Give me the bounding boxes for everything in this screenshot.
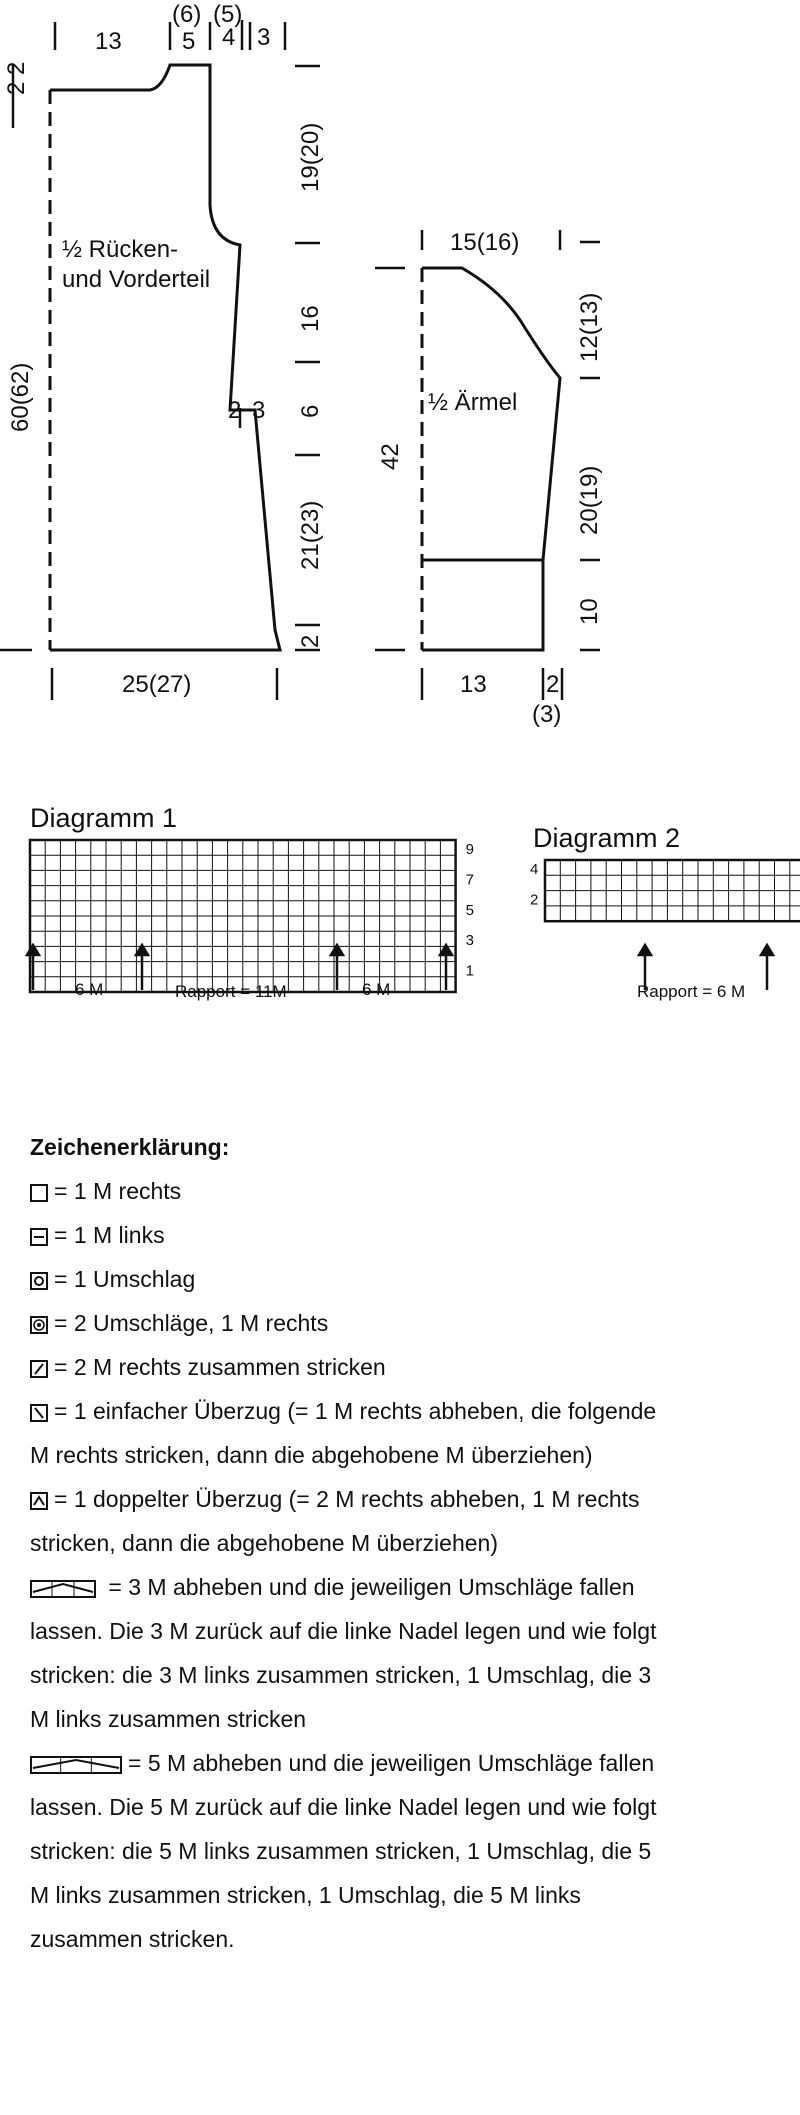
sleeve-height: 42 [377,443,404,470]
body-top-4: 4 [222,24,236,51]
diagram1-row-number: 7 [465,871,474,889]
legend-item-text: = 1 Umschlag [54,1266,196,1292]
body-label-line2: und Vorderteil [62,266,211,293]
garment-schematic [0,0,800,760]
legend-list [30,1169,670,1961]
legend-item-text: = 2 M rechts zusammen stricken [54,1354,386,1380]
body-outline [50,65,280,650]
diagram1-label-left: 6 M [75,980,104,999]
legend-item [30,1213,670,1257]
skp-icon [30,1404,48,1422]
body-side-2: 2 [228,397,242,424]
diagram1-label-right: 6 M [362,980,391,999]
diagram1-grid [30,840,456,992]
body-seg-2: 2 [297,634,324,648]
diagram2-row-number-left: 2 [530,891,539,909]
body-height-total: 60(62) [7,362,34,432]
legend-title: Zeichenerklärung: [30,1134,230,1160]
legend-item-text: = 3 M abheben und die jeweiligen Umschläge fallen lassen. Die 3 M zurück auf die linke Nadel legen und wie folgt stricken: die 3 M links zusammen stricken, 1 Umschlag, die 3 M links zusammen stricken [30,1574,657,1732]
body-seg-19: 19(20) [297,122,324,192]
sleeve-top-width: 15(16) [450,229,520,256]
body-seg-16: 16 [297,305,324,332]
diagram1-label-rapport: Rapport = 11M [175,982,287,1001]
sleeve-seg-10: 10 [576,598,603,625]
legend-item-text: = 2 Umschläge, 1 M rechts [54,1310,329,1336]
legend-item [30,1257,670,1301]
legend-item [30,1389,670,1477]
legend-item-text: = 1 doppelter Überzug (= 2 M rechts abheben, 1 M rechts stricken, dann die abgehobene M überziehen) [30,1486,640,1556]
body-label-line1: ½ Rücken- [62,236,179,263]
double-yarn-over-icon [30,1316,48,1334]
legend-item [30,1169,670,1213]
three-stitch-cluster-icon [30,1580,96,1598]
diagram1-row-number: 3 [465,932,474,950]
knit-icon [30,1184,48,1202]
legend [30,1125,670,1961]
body-top-3: 3 [257,24,271,51]
diagram1-row-number: 5 [465,901,474,919]
legend-item-text: = 1 M links [54,1222,165,1248]
double-decrease-icon [30,1492,48,1510]
diagram2-row-number-left: 4 [530,861,539,878]
purl-icon [30,1228,48,1246]
diagram1-row-number: 1 [465,962,474,980]
diagram1-row-number: 9 [465,841,474,858]
diagram2-label-rapport: Rapport = 6 M [637,982,746,1001]
body-left-2b: 2 [3,61,30,75]
sleeve-outline [422,268,560,650]
legend-item [30,1301,670,1345]
diagram2-title: Diagramm 2 [533,823,681,853]
sleeve-seg-12: 12(13) [576,292,603,362]
body-top-bracket-2: (5) [213,1,243,28]
body-seg-6: 6 [297,404,324,418]
stitch-diagrams [0,795,800,1035]
body-left-2a: 2 [3,81,30,95]
sleeve-label: ½ Ärmel [428,389,518,416]
diagram1-title: Diagramm 1 [30,803,178,833]
body-width: 25(27) [122,671,192,698]
body-top-bracket-1: (6) [172,1,202,28]
legend-item [30,1741,670,1961]
legend-item-text: = 5 M abheben und die jeweiligen Umschläge fallen lassen. Die 5 M zurück auf die linke Nadel legen und wie folgt stricken: die 5 M links zusammen stricken, 1 Umschlag, die 5 M links zusammen stricken, 1 Umschlag, die 5 M links zusammen stricken. [30,1750,657,1952]
sleeve-bottom-2: 2 [546,671,560,698]
body-top-left-measure: 13 [95,28,122,55]
legend-item [30,1565,670,1741]
legend-item [30,1345,670,1389]
sleeve-seg-20: 20(19) [576,465,603,535]
legend-item [30,1477,670,1565]
k2tog-icon [30,1360,48,1378]
body-seg-21: 21(23) [297,500,324,570]
legend-item-text: = 1 M rechts [54,1178,182,1204]
yarn-over-icon [30,1272,48,1290]
sleeve-bottom-3: (3) [532,701,562,728]
diagram2-grid [545,860,800,921]
five-stitch-cluster-icon [30,1756,122,1774]
legend-item-text: = 1 einfacher Überzug (= 1 M rechts abheben, die folgende M rechts stricken, dann die abgehobene M überziehen) [30,1398,657,1468]
body-side-3: 3 [252,397,266,424]
sleeve-bottom-width: 13 [460,671,487,698]
body-top-5: 5 [182,28,196,55]
